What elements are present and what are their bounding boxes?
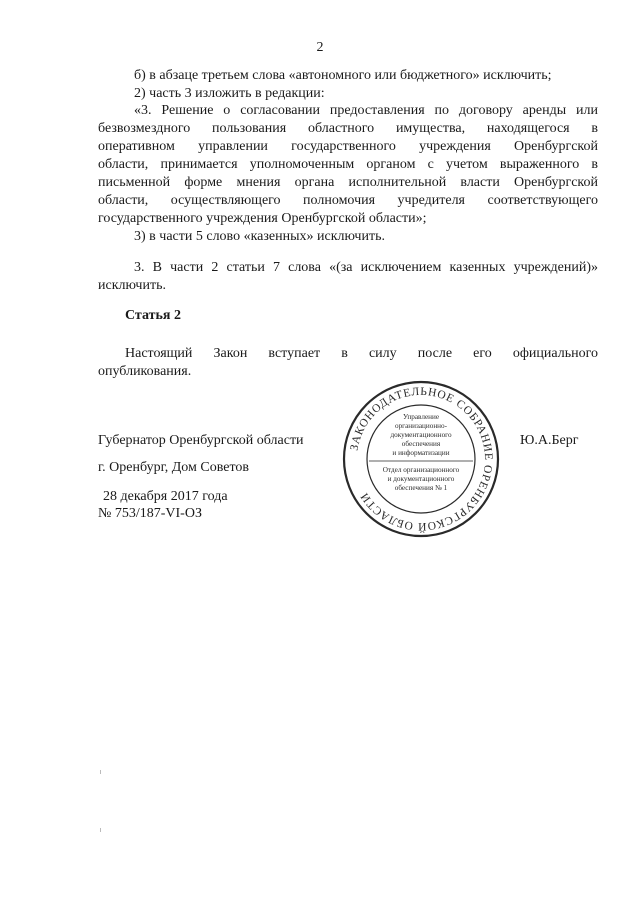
scan-speck <box>100 770 101 774</box>
point-3-line: исключить. <box>98 278 166 293</box>
article-heading: Статья 2 <box>125 308 181 323</box>
scan-speck <box>100 828 101 832</box>
signatory-name: Ю.А.Берг <box>520 433 579 448</box>
paragraph-item-3: 3) в части 5 слово «казенных» исключить. <box>134 229 385 244</box>
seal-bottom-line: и документационного <box>387 475 455 483</box>
seal-top-line: и информатизации <box>392 449 450 457</box>
seal-top-line: обеспечения <box>401 440 441 448</box>
seal-top-line: организационно- <box>394 422 448 430</box>
article-line: Настоящий Закон вступает в силу после его официального <box>125 346 598 361</box>
quote-line: области, осуществляющего полномочия учредителя соответствующего <box>98 193 598 208</box>
quote-line: безвозмездного пользования областного имущества, находящегося в <box>98 121 598 136</box>
article-line: опубликования. <box>98 364 192 379</box>
seal-ring-text: ЗАКОНОДАТЕЛЬНОЕ СОБРАНИЕ ОРЕНБУРГСКОЙ ОБЛАСТИ <box>348 385 495 533</box>
quote-line: «3. Решение о согласовании предоставления по договору аренды или <box>134 103 598 118</box>
page-number: 2 <box>316 40 324 55</box>
signatory-position: Губернатор Оренбургской области <box>98 433 304 448</box>
signing-date: 28 декабря 2017 года <box>103 489 228 504</box>
paragraph-item-b: б) в абзаце третьем слова «автономного или бюджетного» исключить; <box>134 68 552 83</box>
point-3-line: 3. В части 2 статьи 7 слова «(за исключением казенных учреждений)» <box>134 260 598 275</box>
seal-bottom-line: обеспечения № 1 <box>394 484 448 492</box>
seal-bottom-line: Отдел организационного <box>382 466 460 474</box>
signing-place: г. Оренбург, Дом Советов <box>98 460 249 475</box>
seal-top-line: Управление <box>402 413 440 421</box>
quote-line: оперативном управлении государственного учреждения Оренбургской <box>98 139 598 154</box>
seal-center-text <box>369 413 473 492</box>
seal-top-line: документационного <box>390 431 452 439</box>
paragraph-item-2: 2) часть 3 изложить в редакции: <box>134 86 325 101</box>
law-number: № 753/187-VI-ОЗ <box>98 506 202 521</box>
quote-line: государственного учреждения Оренбургской области»; <box>98 211 427 226</box>
quote-line: письменной форме мнения органа исполнительной власти Оренбургской <box>98 175 598 190</box>
official-seal <box>341 379 501 539</box>
quote-line: области, принимается уполномоченным органом с учетом выраженного в <box>98 157 598 172</box>
